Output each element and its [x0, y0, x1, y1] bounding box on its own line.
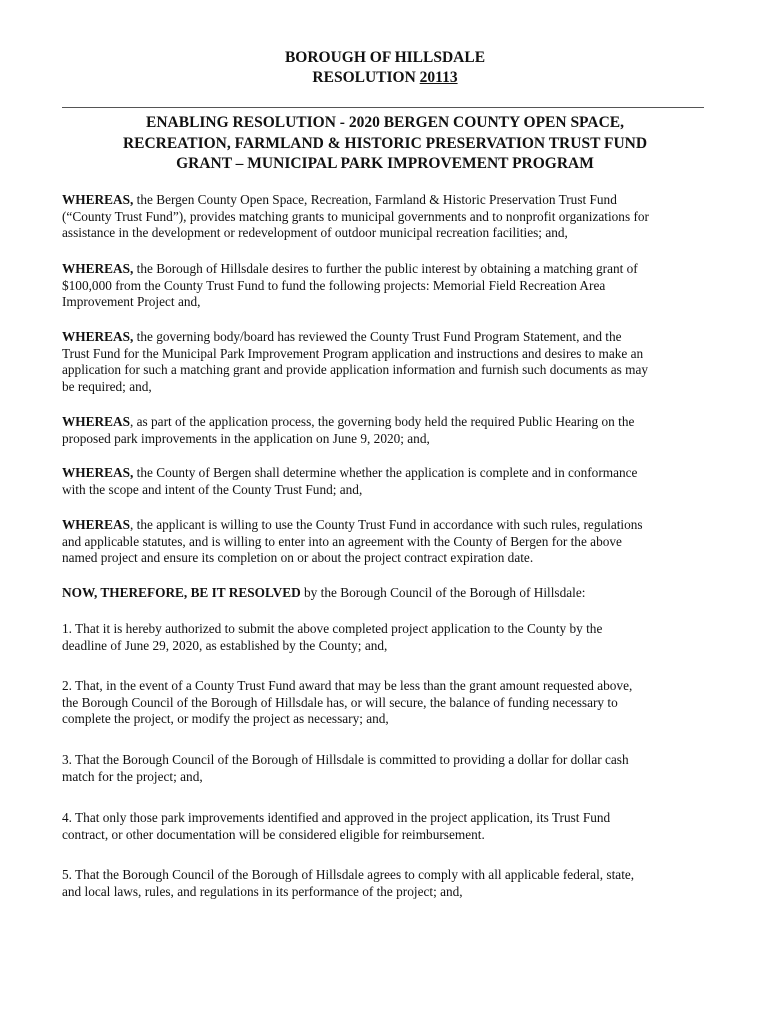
paragraph-line: deadline of June 29, 2020, as established by the County; and,	[62, 637, 388, 653]
whereas-paragraph-3	[62, 329, 712, 395]
resolution-title	[40, 113, 730, 175]
resolution-number: 20113	[419, 69, 458, 86]
whereas-paragraph-4	[62, 414, 712, 447]
paragraph-lead: WHEREAS,	[62, 261, 134, 276]
paragraph-line: proposed park improvements in the application on June 9, 2020; and,	[62, 430, 430, 446]
paragraph-lead: WHEREAS	[62, 414, 130, 429]
resolved-paragraph	[62, 585, 712, 602]
paragraph-line: contract, or other documentation will be considered eligible for reimbursement.	[62, 826, 485, 842]
resolved-item-3	[62, 752, 712, 785]
paragraph-line: WHEREAS, the Bergen County Open Space, Recreation, Farmland & Historic Preservation Trust Fund	[62, 192, 617, 207]
borough-heading	[0, 48, 770, 88]
paragraph-line: 5. That the Borough Council of the Borough of Hillsdale agrees to comply with all applicable federal, state,	[62, 867, 635, 882]
paragraph-line: Improvement Project and,	[62, 294, 201, 310]
resolved-item-1	[62, 621, 712, 654]
paragraph-line: NOW, THEREFORE, BE IT RESOLVED by the Borough Council of the Borough of Hillsdale:	[62, 585, 586, 600]
resolved-item-2	[62, 678, 712, 728]
paragraph-line: WHEREAS, the governing body/board has reviewed the County Trust Fund Program Statement, and the	[62, 329, 622, 344]
paragraph-line: (“County Trust Fund”), provides matching grants to municipal governments and to nonprofit organizations for	[62, 208, 649, 224]
paragraph-line: WHEREAS, as part of the application process, the governing body held the required Public Hearing on the	[62, 414, 635, 429]
title-line-3: GRANT – MUNICIPAL PARK IMPROVEMENT PROGRAM	[176, 155, 594, 172]
paragraph-line: $100,000 from the County Trust Fund to fund the following projects: Memorial Field Recreation Area	[62, 277, 606, 293]
paragraph-line: and local laws, rules, and regulations in its performance of the project; and,	[62, 883, 463, 899]
title-line-2: RECREATION, FARMLAND & HISTORIC PRESERVATION TRUST FUND	[122, 134, 648, 152]
whereas-paragraph-2	[62, 261, 712, 311]
paragraph-line: 4. That only those park improvements identified and approved in the project application, its Trust Fund	[62, 810, 611, 825]
paragraph-line: Trust Fund for the Municipal Park Improvement Program application and instructions and desires to make an	[62, 345, 644, 361]
whereas-paragraph-1	[62, 192, 712, 242]
whereas-paragraph-6	[62, 517, 712, 567]
paragraph-line: with the scope and intent of the County Trust Fund; and,	[62, 481, 363, 497]
paragraph-line: be required; and,	[62, 378, 152, 394]
borough-name: BOROUGH OF HILLSDALE	[284, 49, 486, 66]
paragraph-lead: NOW, THEREFORE, BE IT RESOLVED	[62, 585, 301, 600]
paragraph-lead: WHEREAS,	[62, 465, 134, 480]
paragraph-line: complete the project, or modify the project as necessary; and,	[62, 711, 389, 727]
resolved-item-4	[62, 810, 712, 843]
resolution-label: RESOLUTION	[312, 69, 420, 86]
resolution-number-line	[0, 68, 770, 88]
paragraph-line: match for the project; and,	[62, 768, 203, 784]
paragraph-line: 1. That it is hereby authorized to submit the above completed project application to the County by the	[62, 621, 603, 636]
header-divider	[62, 107, 704, 108]
paragraph-line: 2. That, in the event of a County Trust Fund award that may be less than the grant amount requested above,	[62, 678, 633, 693]
whereas-paragraph-5	[62, 465, 712, 498]
paragraph-line: WHEREAS, the applicant is willing to use the County Trust Fund in accordance with such rules, regulations	[62, 517, 643, 532]
title-line-1: ENABLING RESOLUTION - 2020 BERGEN COUNTY OPEN SPACE,	[146, 114, 624, 131]
resolved-item-5	[62, 867, 712, 900]
paragraph-line: the Borough Council of the Borough of Hillsdale has, or will secure, the balance of funding necessary to	[62, 694, 618, 710]
paragraph-line: assistance in the development or redevelopment of outdoor municipal recreation facilities; and,	[62, 225, 568, 241]
paragraph-line: application for such a matching grant and provide application information and furnish such documents as may	[62, 362, 649, 378]
paragraph-line: 3. That the Borough Council of the Borough of Hillsdale is committed to providing a dollar for dollar cash	[62, 752, 629, 767]
paragraph-line: named project and ensure its completion on or about the project contract expiration date.	[62, 550, 534, 566]
paragraph-line: WHEREAS, the County of Bergen shall determine whether the application is complete and in conformance	[62, 465, 638, 480]
paragraph-lead: WHEREAS,	[62, 192, 134, 207]
paragraph-lead: WHEREAS,	[62, 329, 134, 344]
paragraph-line: and applicable statutes, and is willing to enter into an agreement with the County of Bergen for the above	[62, 533, 622, 549]
paragraph-line: WHEREAS, the Borough of Hillsdale desires to further the public interest by obtaining a matching grant of	[62, 261, 638, 276]
paragraph-lead: WHEREAS	[62, 517, 130, 532]
